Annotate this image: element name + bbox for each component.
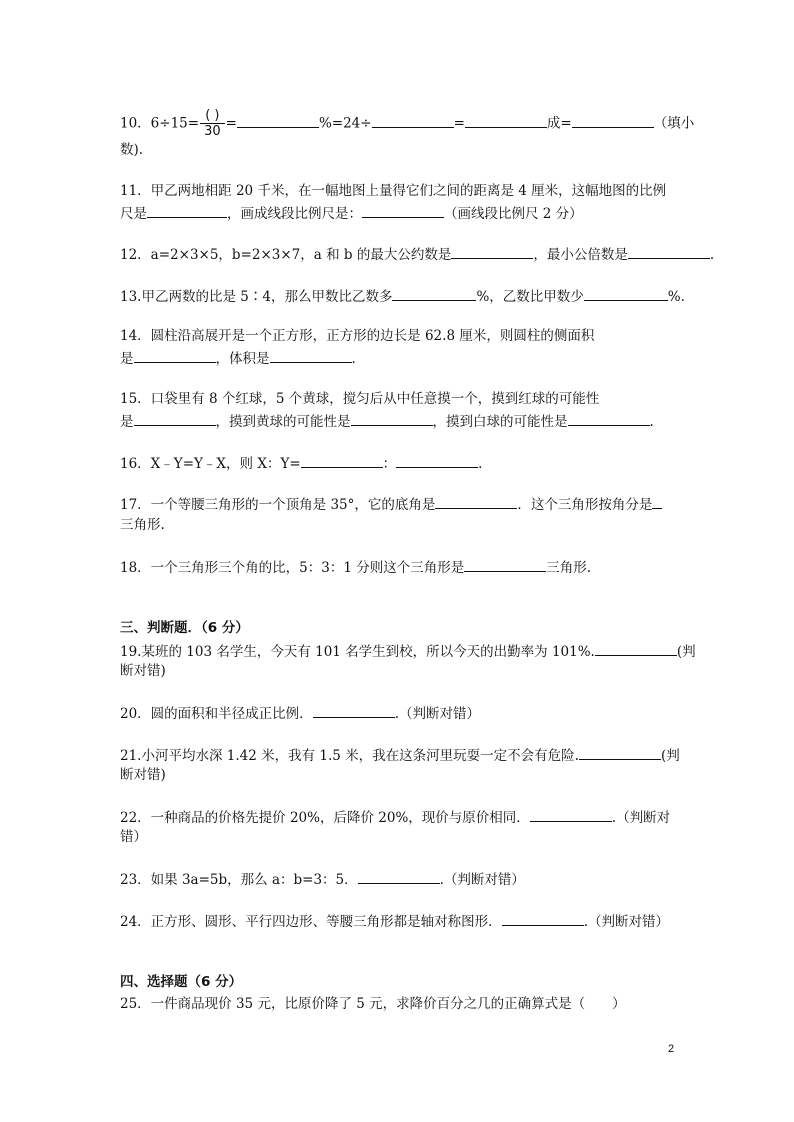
answer-blank[interactable] — [502, 911, 584, 926]
q12-text-a: 12．a=2×3×5，b=2×3×7，a 和 b 的最大公约数是 — [120, 247, 452, 263]
answer-blank[interactable] — [584, 286, 668, 301]
question-18 — [120, 557, 591, 577]
q16-text-b: ： — [382, 456, 397, 472]
q19-text-a: 19.某班的 103 名学生，今天有 101 名学生到校，所以今天的出勤率为 101%. — [120, 644, 595, 660]
q20-text-b: .（判断对错） — [394, 706, 480, 722]
answer-blank[interactable] — [362, 203, 444, 218]
question-19-line2: 断对错) — [120, 663, 166, 679]
answer-blank[interactable] — [313, 703, 395, 718]
q11-text-b: ，画成线段比例尺是： — [227, 206, 362, 222]
q15-text-c: ，摸到白球的可能性是 — [432, 414, 568, 430]
question-13 — [120, 286, 685, 306]
q16-text-c: . — [478, 456, 483, 472]
question-21-line2: 断对错) — [120, 767, 166, 783]
q23-text-b: .（判断对错） — [439, 872, 525, 888]
q21-text-a: 21.小河平均水深 1.42 米，我有 1.5 米，我在这条河里玩耍一定不会有危险. — [120, 748, 579, 764]
q10-fraction-denominator: 30 — [204, 124, 221, 139]
q11-text-c: （画线段比例尺 2 分） — [444, 206, 583, 222]
q10-percent: %=24÷ — [318, 115, 372, 132]
question-17-line1 — [120, 494, 662, 514]
answer-blank[interactable] — [237, 113, 319, 128]
answer-blank[interactable] — [530, 807, 612, 822]
q14-text-c: . — [351, 351, 356, 367]
q10-fill-note: （填小 — [653, 115, 695, 132]
q24-text-b: .（判断对错） — [583, 914, 669, 930]
answer-blank[interactable] — [351, 411, 433, 426]
q13-text-c: %. — [667, 289, 685, 305]
q21-text-b: (判 — [660, 748, 680, 764]
answer-blank[interactable] — [579, 745, 661, 760]
q17-text-a: 17．一个等腰三角形的一个顶角是 35°，它的底角是 — [120, 497, 436, 513]
q18-text-a: 18．一个三角形三个角的比，5：3：1 分则这个三角形是 — [120, 560, 465, 576]
question-24 — [120, 911, 669, 931]
q10-fraction-numerator: ( ) — [200, 108, 225, 124]
question-17-line2: 三角形. — [120, 517, 165, 533]
question-15-line2 — [120, 411, 654, 431]
answer-blank[interactable] — [270, 348, 352, 363]
answer-blank[interactable] — [396, 453, 478, 468]
q17-text-b: ．这个三角形按角分是 — [517, 497, 653, 513]
answer-blank[interactable] — [147, 203, 227, 218]
section-3-heading: 三、判断题．（6 分） — [120, 620, 249, 636]
answer-blank[interactable] — [451, 244, 533, 259]
q10-cheng: 成= — [546, 115, 572, 132]
q13-text-a: 13.甲乙两数的比是 5∶4，那么甲数比乙数多 — [120, 289, 393, 305]
question-11-line1: 11．甲乙两地相距 20 千米，在一幅地图上量得它们之间的距离是 4 厘米，这幅地图的比例 — [120, 183, 667, 199]
q15-text-b: ，摸到黄球的可能性是 — [215, 414, 351, 430]
q10-eq2: = — [453, 115, 465, 132]
q13-text-b: %，乙数比甲数少 — [476, 289, 584, 305]
q22-text-a: 22．一种商品的价格先提价 20%，后降价 20%，现价与原价相同． — [120, 810, 530, 826]
q14-text-a: 是 — [120, 351, 134, 367]
answer-blank[interactable] — [465, 113, 547, 128]
question-14-line1: 14．圆柱沿高展开是一个正方形，正方形的边长是 62.8 厘米，则圆柱的侧面积 — [120, 328, 595, 344]
q24-text-a: 24．正方形、圆形、平行四边形、等腰三角形都是轴对称图形． — [120, 914, 502, 930]
answer-blank[interactable] — [652, 494, 662, 509]
q22-text-b: .（判断对 — [611, 810, 671, 826]
answer-blank[interactable] — [595, 641, 677, 656]
section-4-heading: 四、选择题（6 分） — [120, 974, 243, 990]
page-number: 2 — [668, 1043, 675, 1055]
answer-blank[interactable] — [628, 244, 710, 259]
q15-text-d: . — [649, 414, 654, 430]
question-19-line1 — [120, 641, 696, 661]
question-15-line1: 15．口袋里有 8 个红球，5 个黄球，搅匀后从中任意摸一个，摸到红球的可能性 — [120, 391, 600, 407]
question-10-line2: 数). — [120, 142, 144, 158]
question-11-line2 — [120, 203, 583, 223]
q12-text-b: ，最小公倍数是 — [533, 247, 628, 263]
question-12 — [120, 244, 714, 264]
q11-text-a: 尺是 — [120, 206, 147, 222]
q10-fraction — [200, 108, 225, 140]
answer-blank[interactable] — [392, 286, 476, 301]
answer-blank[interactable] — [301, 453, 383, 468]
question-21-line1 — [120, 745, 680, 765]
question-16 — [120, 453, 482, 473]
answer-blank[interactable] — [358, 869, 440, 884]
question-22-line1 — [120, 807, 670, 827]
q12-text-c: . — [709, 247, 715, 263]
answer-blank[interactable] — [464, 557, 546, 572]
q10-prefix: 10．6÷15= — [120, 115, 200, 132]
question-23 — [120, 869, 525, 889]
answer-blank[interactable] — [572, 113, 654, 128]
q19-text-b: (判 — [676, 644, 696, 660]
answer-blank[interactable] — [435, 494, 517, 509]
question-14-line2 — [120, 348, 356, 368]
answer-blank[interactable] — [568, 411, 650, 426]
q16-text-a: 16．X﹣Y=Y﹣X，则 X：Y= — [120, 456, 301, 472]
q15-text-a: 是 — [120, 414, 134, 430]
q14-text-b: ，体积是 — [215, 351, 270, 367]
question-20 — [120, 703, 480, 723]
question-10-line1 — [120, 108, 694, 140]
answer-blank[interactable] — [372, 113, 454, 128]
q18-text-b: 三角形. — [546, 560, 592, 576]
question-22-line2: 错） — [120, 829, 147, 845]
q10-eq1: = — [225, 115, 237, 132]
q23-text-a: 23．如果 3a=5b，那么 a：b=3：5． — [120, 872, 358, 888]
question-25: 25．一件商品现价 35 元，比原价降了 5 元，求降价百分之几的正确算式是（ ） — [120, 996, 626, 1012]
q20-text-a: 20．圆的面积和半径成正比例． — [120, 706, 313, 722]
answer-blank[interactable] — [134, 411, 216, 426]
answer-blank[interactable] — [134, 348, 216, 363]
